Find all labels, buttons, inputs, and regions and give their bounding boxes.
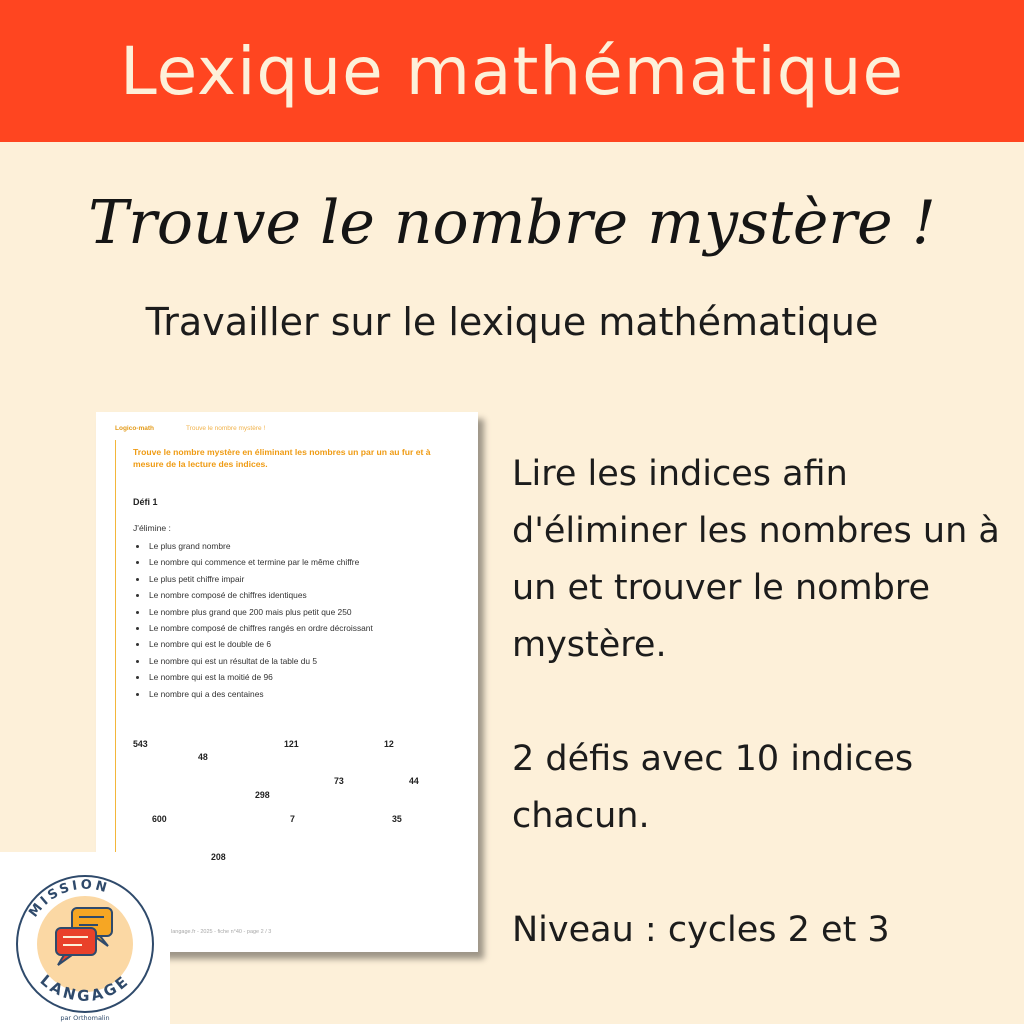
- candidate-number: 7: [290, 814, 295, 824]
- candidate-number: 12: [384, 739, 394, 749]
- header-banner: [0, 0, 1024, 142]
- clue-item: • Le nombre qui a des centaines: [148, 686, 373, 702]
- description: [512, 446, 1012, 959]
- logo-bottom-text: LANGAGE: [36, 971, 134, 1005]
- candidate-number: 600: [152, 814, 167, 824]
- clue-item: • Le nombre qui commence et termine par le même chiffre: [148, 554, 373, 570]
- clue-item: • Le plus petit chiffre impair: [148, 571, 373, 587]
- candidate-number: 35: [392, 814, 402, 824]
- worksheet-brand: Logico-math: [115, 425, 154, 432]
- candidate-number: 298: [255, 790, 270, 800]
- worksheet-margin-line: [115, 440, 116, 920]
- clue-item: • Le nombre qui est la moitié de 96: [148, 669, 373, 685]
- worksheet-footer: langage.fr - 2025 - fiche n°40 - page 2 / 3: [171, 929, 272, 935]
- mission-langage-logo: [0, 852, 170, 1024]
- banner-title: Lexique mathématique: [119, 32, 905, 110]
- worksheet-instruction: Trouve le nombre mystère en éliminant les nombres un par un au fur et à mesure de la lecture des indices.: [133, 447, 431, 469]
- clue-item: • Le nombre plus grand que 200 mais plus petit que 250: [148, 604, 373, 620]
- worksheet-topic: Trouve le nombre mystère !: [186, 425, 266, 432]
- clue-item: • Le plus grand nombre: [148, 538, 373, 554]
- subtitle: Travailler sur le lexique mathématique: [145, 300, 879, 344]
- description-level: Niveau : cycles 2 et 3: [512, 910, 890, 950]
- clue-item: • Le nombre qui est un résultat de la table du 5: [148, 653, 373, 669]
- main-title: Trouve le nombre mystère !: [88, 188, 936, 258]
- logo-top-text: MISSION: [26, 877, 112, 921]
- clue-item: • Le nombre composé de chiffres identiques: [148, 587, 373, 603]
- clue-item: • Le nombre qui est le double de 6: [148, 636, 373, 652]
- description-paragraph: 2 défis avec 10 indices chacun.: [512, 739, 914, 836]
- worksheet-defi-title: Défi 1: [133, 497, 158, 507]
- logo-graphic: [0, 852, 170, 1024]
- candidate-number: 208: [211, 852, 226, 862]
- candidate-number: 121: [284, 739, 299, 749]
- candidate-number: 543: [133, 739, 148, 749]
- worksheet-elimine-label: J'élimine :: [133, 523, 171, 533]
- candidate-number: 48: [198, 752, 208, 762]
- logo-byline: par Orthomalin: [60, 1014, 110, 1022]
- clue-list: [133, 538, 373, 702]
- candidate-number: 44: [409, 776, 419, 786]
- clue-item: • Le nombre composé de chiffres rangés en ordre décroissant: [148, 620, 373, 636]
- candidate-number: 73: [334, 776, 344, 786]
- description-paragraph: Lire les indices afin d'éliminer les nombres un à un et trouver le nombre mystère.: [512, 454, 1000, 665]
